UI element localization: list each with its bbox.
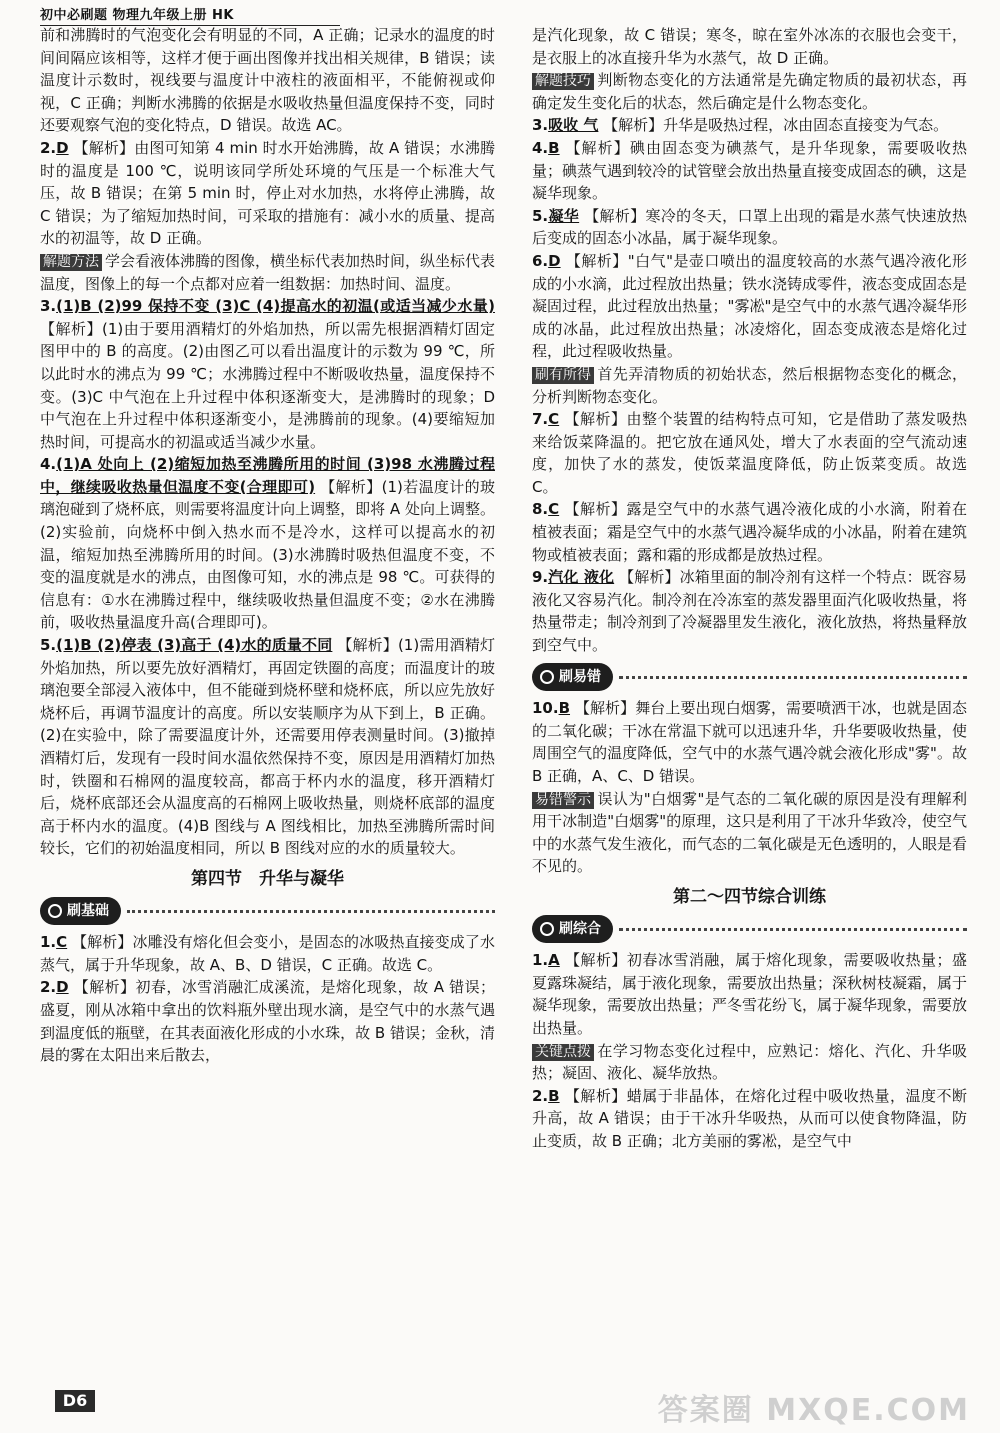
- badge-row: [532, 915, 967, 944]
- page-number: D6: [55, 1390, 95, 1412]
- answer-item: [532, 949, 967, 1039]
- tip-tag: 易错警示: [532, 792, 594, 809]
- question-number: 4.: [40, 455, 57, 474]
- question-number: 2.: [532, 1086, 549, 1105]
- answer-item: [40, 295, 495, 453]
- answer-key: (1)B (2)停表 (3)高于 (4)水的质量不同: [56, 636, 333, 655]
- dotted-divider: [619, 927, 967, 931]
- explanation: 首先弄清物质的初始状态，然后根据物态变化的概念，分析判断物态变化。: [532, 364, 967, 406]
- question-number: 3.: [532, 116, 549, 135]
- explanation: 判断物态变化的方法通常是先确定物质的最初状态，再确定发生变化后的状态，然后确定是什么物态变化。: [532, 71, 967, 112]
- text-block: [532, 788, 967, 878]
- answer-key: D: [56, 138, 69, 157]
- explanation: 【解析】由图可知第 4 min 时水开始沸腾，故 A 错误；水沸腾时的温度是 100 ℃，说明该同学所处环境的气压是一个标准大气压，故 B 错误；在第 5 min 时，停止对水加热，水将停止沸腾，故 C 错误；为了缩短加热时间，可采取的措施有：减小水的质量、提高水的初温等，故 D 正确。: [40, 138, 495, 248]
- explanation: 【解析】蜡属于非晶体，在熔化过程中吸收热量，温度不断升高，故 A 错误；由于干冰升华吸热，从而可以使食物降温，防止变质，故 B 正确；北方美丽的雾凇，是空气中: [532, 1086, 967, 1150]
- explanation: 前和沸腾时的气泡变化会有明显的不同，A 正确；记录水的温度的时间间隔应该相等，这样才便于画出图像并找出相关规律，B 错误；读温度计示数时，视线要与温度计中液柱的液面相平，不能俯视或仰视，C 正确；判断水沸腾的依据是水吸收热量但温度保持不变，同时还要观察气泡的变化特点，D 错误。故选 AC。: [40, 26, 495, 135]
- badge-label: 刷综合: [559, 920, 601, 937]
- question-number: 4.: [532, 138, 549, 157]
- answer-key: D: [56, 978, 69, 997]
- explanation: 【解析】初春冰雪消融，属于熔化现象，需要吸收热量；盛夏露珠凝结，属于液化现象，需要放出热量；深秋树枝凝霜，属于凝华现象，需要放出热量；严冬雪花纷飞，属于凝华现象，需要放出热量。: [532, 951, 968, 1037]
- question-number: 1.: [532, 951, 549, 970]
- explanation: 【解析】舞台上要出现白烟雾，需要喷洒干冰，也就是固态的二氧化碳；干冰在常温下就可以迅速升华，升华要吸收热量，使周围空气的温度降低，空气中的水蒸气遇冷就会液化形成"雾"。故 B 正确，A、C、D 错误。: [532, 699, 968, 785]
- explanation: 【解析】由整个装置的结构特点可知，它是借助了蒸发吸热来给饭菜降温的。把它放在通风处，增大了水表面的空气流动速度，加快了水的蒸发，使饭菜温度降低，防止饭菜变质。故选 C。: [532, 410, 967, 496]
- answer-item: [532, 566, 967, 656]
- answer-item: [532, 697, 967, 787]
- badge-row: [40, 897, 495, 926]
- text-block: [532, 69, 967, 114]
- left-column: [40, 24, 495, 1067]
- tip-tag: 解题方法: [40, 254, 102, 271]
- text-block: [532, 1040, 967, 1085]
- badge-icon: [48, 904, 62, 918]
- tip-tag: 解题技巧: [532, 73, 594, 90]
- text-block: [532, 363, 967, 408]
- explanation: 【解析】(1)由于要用酒精灯的外焰加热，所以需先根据酒精灯固定图甲中的 B 的高度。(2)由图乙可以看出温度计的示数为 99 ℃，所以此时水的沸点为 99 ℃；水沸腾过程中不断吸收热量，温度保持不变。(3)C 中气泡在上升过程中体积逐渐变大，是沸腾时的现象；D 中气泡在上升过程中体积逐渐变小，是沸腾前的现象。(4)要缩短加热时间，可提高水的初温或适当减少水量。: [40, 319, 495, 451]
- text-block: [40, 24, 495, 137]
- answer-item: [40, 931, 495, 976]
- badge-label: 刷易错: [559, 668, 601, 685]
- page-header: 初中必刷题 物理九年级上册 HK: [40, 4, 340, 26]
- answer-key: (1)B (2)99 保持不变 (3)C (4)提高水的初温(或适当减少水量): [56, 297, 495, 316]
- question-number: 9.: [532, 568, 549, 587]
- answer-key: A: [548, 951, 560, 970]
- answer-key: B: [548, 138, 560, 157]
- question-number: 1.: [40, 933, 57, 952]
- answer-key: C: [548, 410, 560, 429]
- badge-label: 刷基础: [67, 902, 109, 919]
- answer-item: [40, 634, 495, 860]
- question-number: 5.: [40, 636, 57, 655]
- question-number: 10.: [532, 699, 559, 718]
- answer-key: 汽化 液化: [548, 568, 615, 587]
- watermark: 答案圈 MXQE.COM: [657, 1393, 970, 1428]
- question-number: 2.: [40, 138, 57, 157]
- question-number: 5.: [532, 206, 549, 225]
- answer-item: [532, 205, 967, 250]
- answer-item: [532, 498, 967, 566]
- section-badge: [40, 897, 121, 926]
- answer-item: [532, 1085, 967, 1153]
- explanation: 是汽化现象，故 C 错误；寒冬，晾在室外冰冻的衣服也会变干，是衣服上的冰直接升华为水蒸气，故 D 正确。: [532, 26, 967, 67]
- section-title: 第四节 升华与凝华: [191, 868, 344, 889]
- answer-item: [40, 137, 495, 250]
- explanation: 【解析】初春，冰雪消融汇成溪流，是熔化现象，故 A 错误；盛夏，刚从冰箱中拿出的饮料瓶外壁出现水滴，是空气中的水蒸气遇到温度低的瓶壁，在其表面液化形成的小水珠，故 B 错误；金秋，清晨的雾在太阳出来后散去，: [40, 978, 495, 1065]
- answer-item: [532, 250, 967, 363]
- answer-key: B: [558, 699, 571, 718]
- badge-icon: [540, 922, 554, 936]
- explanation: 【解析】碘由固态变为碘蒸气，是升华现象，需要吸收热量；碘蒸气遇到较冷的试管壁会放出热量直接变成固态的碘，这是凝华现象。: [532, 138, 968, 203]
- answer-item: [532, 408, 967, 498]
- answer-item: [532, 137, 967, 205]
- dotted-divider: [619, 675, 967, 679]
- text-block: [40, 250, 495, 295]
- badge-row: [532, 663, 967, 692]
- explanation: 【解析】升华是吸热过程，冰由固态直接变为气态。: [603, 116, 949, 135]
- answer-item: [532, 114, 967, 137]
- explanation: 【解析】冰雕没有熔化但会变小，是固态的冰吸热直接变成了水蒸气，属于升华现象，故 A、B、D 错误，C 正确。故选 C。: [40, 933, 495, 974]
- explanation: 【解析】"白气"是壶口喷出的温度较高的水蒸气遇冷液化形成的小水滴，此过程放出热量；铁水浇铸成零件，液态变成固态是凝固过程，此过程放出热量；"雾凇"是空气中的水蒸气遇冷凝华形成的冰晶，此过程放出热量；冰凌熔化，固态变成液态是熔化过程，此过程吸收热量。: [532, 251, 968, 361]
- answer-key: 吸收 气: [548, 116, 599, 135]
- answer-key: B: [548, 1086, 560, 1105]
- answer-key: (1)A 处向上 (2)缩短加热至沸腾所用的时间 (3)98 水沸腾过程中，继续吸收热量但温度不变(合理即可): [40, 455, 495, 496]
- answer-key: C: [548, 500, 560, 519]
- badge-icon: [540, 670, 554, 684]
- explanation: 【解析】寒冷的冬天，口罩上出现的霜是水蒸气快速放热后变成的固态小冰晶，属于凝华现象。: [532, 206, 967, 248]
- explanation: 在学习物态变化过程中，应熟记：熔化、汽化、升华吸热；凝固、液化、凝华放热。: [532, 1041, 967, 1083]
- explanation: 【解析】冰箱里面的制冷剂有这样一个特点：既容易液化又容易汽化。制冷剂在冷冻室的蒸发器里面汽化吸收热量，将热量带走；制冷剂到了冷凝器里发生液化，液化放热，将热量释放到空气中。: [532, 568, 968, 655]
- section-badge: [532, 915, 613, 944]
- right-column: [532, 24, 967, 1153]
- explanation: 【解析】(1)需用酒精灯外焰加热，所以要先放好酒精灯，再固定铁圈的高度；而温度计的玻璃泡要全部浸入液体中，但不能碰到烧杯壁和烧杯底，所以应先放好烧杯后，再调节温度计的高度。所以安装顺序为从下到上，B 正确。(2)在实验中，除了需要温度计外，还需要用停表测量时间。(3)撤掉酒精灯后，发现有一段时间水温依然保持不变，原因是用酒精灯加热时，铁圈和石棉网的温度较高，都高于杯内水的温度，移开酒精灯后，烧杯底部还会从温度高的石棉网上吸收热量，则烧杯底部的温度高于杯内水的温度。(4)B 图线与 A 图线相比，加热至沸腾所需时间较长，它们的初始温度相同，所以 B 图线对应的水的质量较大。: [40, 636, 495, 858]
- explanation: 【解析】(1)若温度计的玻璃泡碰到了烧杯底，则需要将温度计向上调整，即将 A 处向上调整。(2)实验前，向烧杯中倒入热水而不是冷水，这样可以提高水的初温，缩短加热至沸腾所用的时间。(3)水沸腾时吸热但温度不变，不变的温度就是水的沸点，由图像可知，水的沸点是 98 ℃。可获得的信息有：①水在沸腾过程中，继续吸收热量但温度不变；②水在沸腾前，吸收热量温度升高(合理即可)。: [40, 477, 495, 632]
- dotted-divider: [127, 909, 495, 913]
- question-number: 6.: [532, 251, 549, 270]
- explanation: 学会看液体沸腾的图像，横坐标代表加热时间，纵坐标代表温度，图像上的每一个点都对应着一组数据：加热时间、温度。: [40, 251, 496, 293]
- question-number: 2.: [40, 978, 57, 997]
- answer-key: 凝华: [548, 206, 580, 225]
- question-number: 3.: [40, 297, 57, 316]
- answer-item: [40, 453, 495, 634]
- answer-key: C: [56, 933, 68, 952]
- tip-tag: 刷有所得: [532, 367, 594, 384]
- section-title: 第二～四节综合训练: [673, 886, 826, 907]
- section-badge: [532, 663, 613, 692]
- text-block: [532, 24, 967, 69]
- question-number: 8.: [532, 500, 549, 519]
- explanation: 【解析】露是空气中的水蒸气遇冷液化成的小水滴，附着在植被表面；霜是空气中的水蒸气遇冷凝华成的小冰晶，附着在建筑物或植被表面；露和霜的形成都是放热过程。: [532, 500, 968, 564]
- tip-tag: 关键点拨: [532, 1044, 594, 1061]
- explanation: 误认为"白烟雾"是气态的二氧化碳的原因是没有理解利用干冰制造"白烟雾"的原理，这只是利用了干冰升华致冷，使空气中的水蒸气发生液化，而气态的二氧化碳是无色透明的，人眼是看不见的。: [532, 789, 968, 876]
- question-number: 7.: [532, 410, 549, 429]
- answer-item: [40, 976, 495, 1066]
- answer-key: D: [548, 251, 561, 270]
